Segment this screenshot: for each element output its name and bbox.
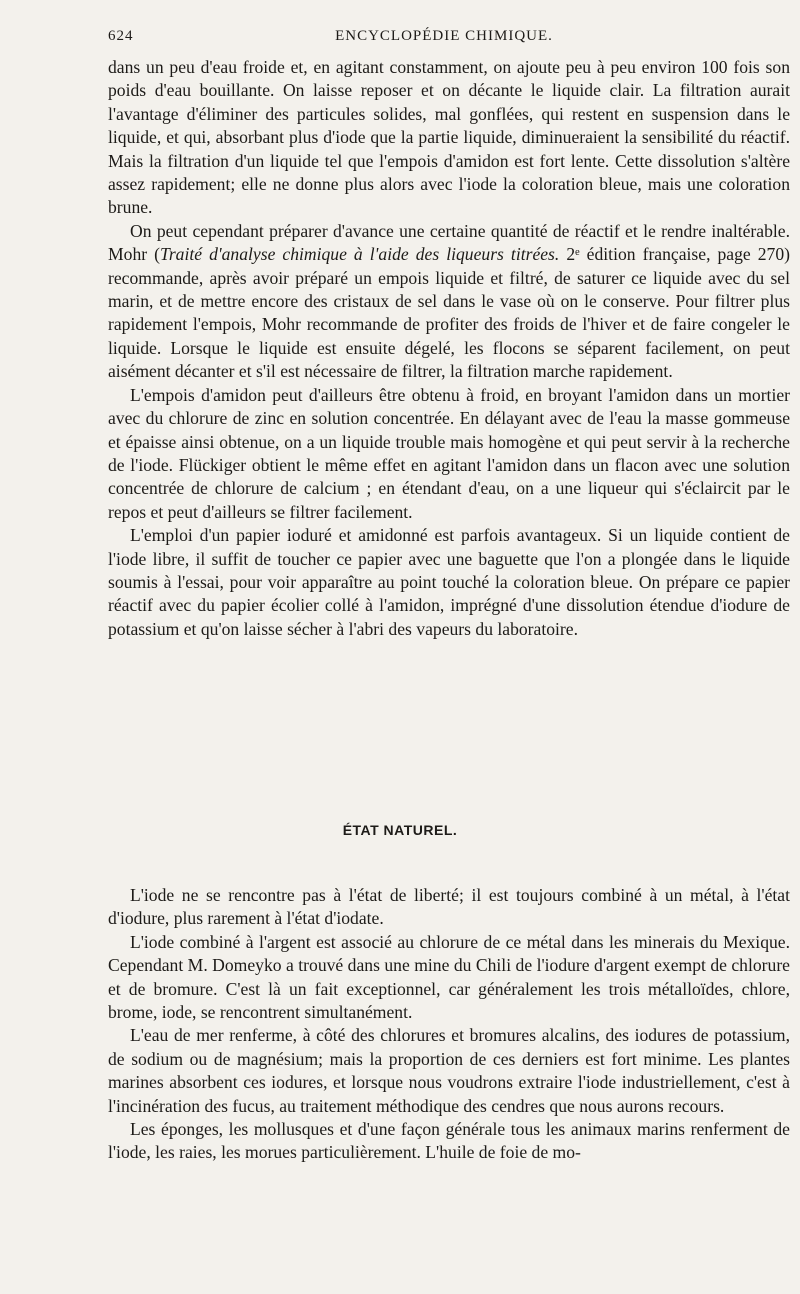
paragraph: L'empois d'amidon peut d'ailleurs être obtenu à froid, en broyant l'amidon dans un mortier avec du chlorure de zinc en solution concentrée. En délayant avec de l'eau la masse gommeuse et épaisse ainsi obtenue, on a un liquide trouble mais homogène et qui peut servir à la recherche de l'iode. Flückiger obtient le même effet en agitant l'amidon dans un flacon avec une solution concentrée de chlorure de calcium ; en étendant d'eau, on a une liqueur qui s'éclaircit par le repos et peut d'ailleurs se filtrer facilement. xyxy=(108,384,790,522)
page-header xyxy=(108,28,780,52)
text-run: 2ᵉ édition française, page 270) recommande, après avoir préparé un empois liquide et filtré, de saturer ce liquide avec du sel marin, et de mettre encore des cristaux de sel dans le vase où on le conserve. Pour filtrer plus rapidement l'empois, Mohr recommande de profiter des froids de l'hiver et de faire congeler le liquide. Lorsque le liquide est ensuite dégelé, les flocons se séparent facilement, on peut aisément décanter et s'il est nécessaire de filtrer, la filtration marche rapidement. xyxy=(108,244,790,382)
section-body-1 xyxy=(108,56,790,641)
text-run: On peut cependant préparer d'avance une certaine quantité de réactif et le rendre inaltérable. Mohr ( xyxy=(108,220,790,265)
section-body-2 xyxy=(108,884,790,1165)
page-number: 624 xyxy=(108,28,134,44)
paragraph: L'iode combiné à l'argent est associé au chlorure de ce métal dans les minerais du Mexique. Cependant M. Domeyko a trouvé dans une mine du Chili de l'iodure d'argent exempt de chlorure et de bromure. C'est là un fait exceptionnel, car généralement les trois métalloïdes, chlore, brome, iode, se rencontrent simultanément. xyxy=(108,931,790,1023)
running-title: ENCYCLOPÉDIE CHIMIQUE. xyxy=(335,28,553,44)
paragraph: L'iode ne se rencontre pas à l'état de liberté; il est toujours combiné à un métal, à l'état d'iodure, plus rarement à l'état d'iodate. xyxy=(108,885,790,929)
paragraph: L'eau de mer renferme, à côté des chlorures et bromures alcalins, des iodures de potassium, de sodium ou de magnésium; mais la proportion de ces derniers est fort minime. Les plantes marines absorbent ces iodures, et lorsque nous voudrons extraire l'iode industriellement, c'est à l'incinération des fucus, au traitement méthodique des cendres que nous aurons recours. xyxy=(108,1025,790,1116)
paragraph: L'emploi d'un papier ioduré et amidonné est parfois avantageux. Si un liquide contient de l'iode libre, il suffit de toucher ce papier avec une baguette que l'on a plongée dans le liquide soumis à l'essai, pour voir apparaître au point touché la coloration bleue. On prépare ce papier réactif avec du papier écolier collé à l'amidon, imprégné d'une dissolution étendue d'iodure de potassium et qu'on laisse sécher à l'abri des vapeurs du laboratoire. xyxy=(108,525,790,639)
paragraph xyxy=(108,220,790,384)
paragraph: Les éponges, les mollusques et d'une façon générale tous les animaux marins renferment de l'iode, les raies, les morues particulièrement. L'huile de foie de mo- xyxy=(108,1119,790,1163)
paragraph: dans un peu d'eau froide et, en agitant constamment, on ajoute peu à peu environ 100 fois son poids d'eau bouillante. On laisse reposer et on décante le liquide clair. La filtration aurait l'avantage d'éliminer des particules solides, mal gonflées, qui restent en suspension dans le liquide, et qui, absorbant plus d'iode que la partie liquide, diminueraient la sensibilité du réactif. Mais la filtration d'un liquide tel que l'empois d'amidon est fort lente. Cette dissolution s'altère assez rapidement; elle ne donne plus alors avec l'iode la coloration bleue, mais une coloration brune. xyxy=(108,57,790,218)
section-title: ÉTAT NATUREL. xyxy=(342,822,458,838)
book-title: Traité d'analyse chimique à l'aide des liqueurs titrées. xyxy=(160,244,560,265)
